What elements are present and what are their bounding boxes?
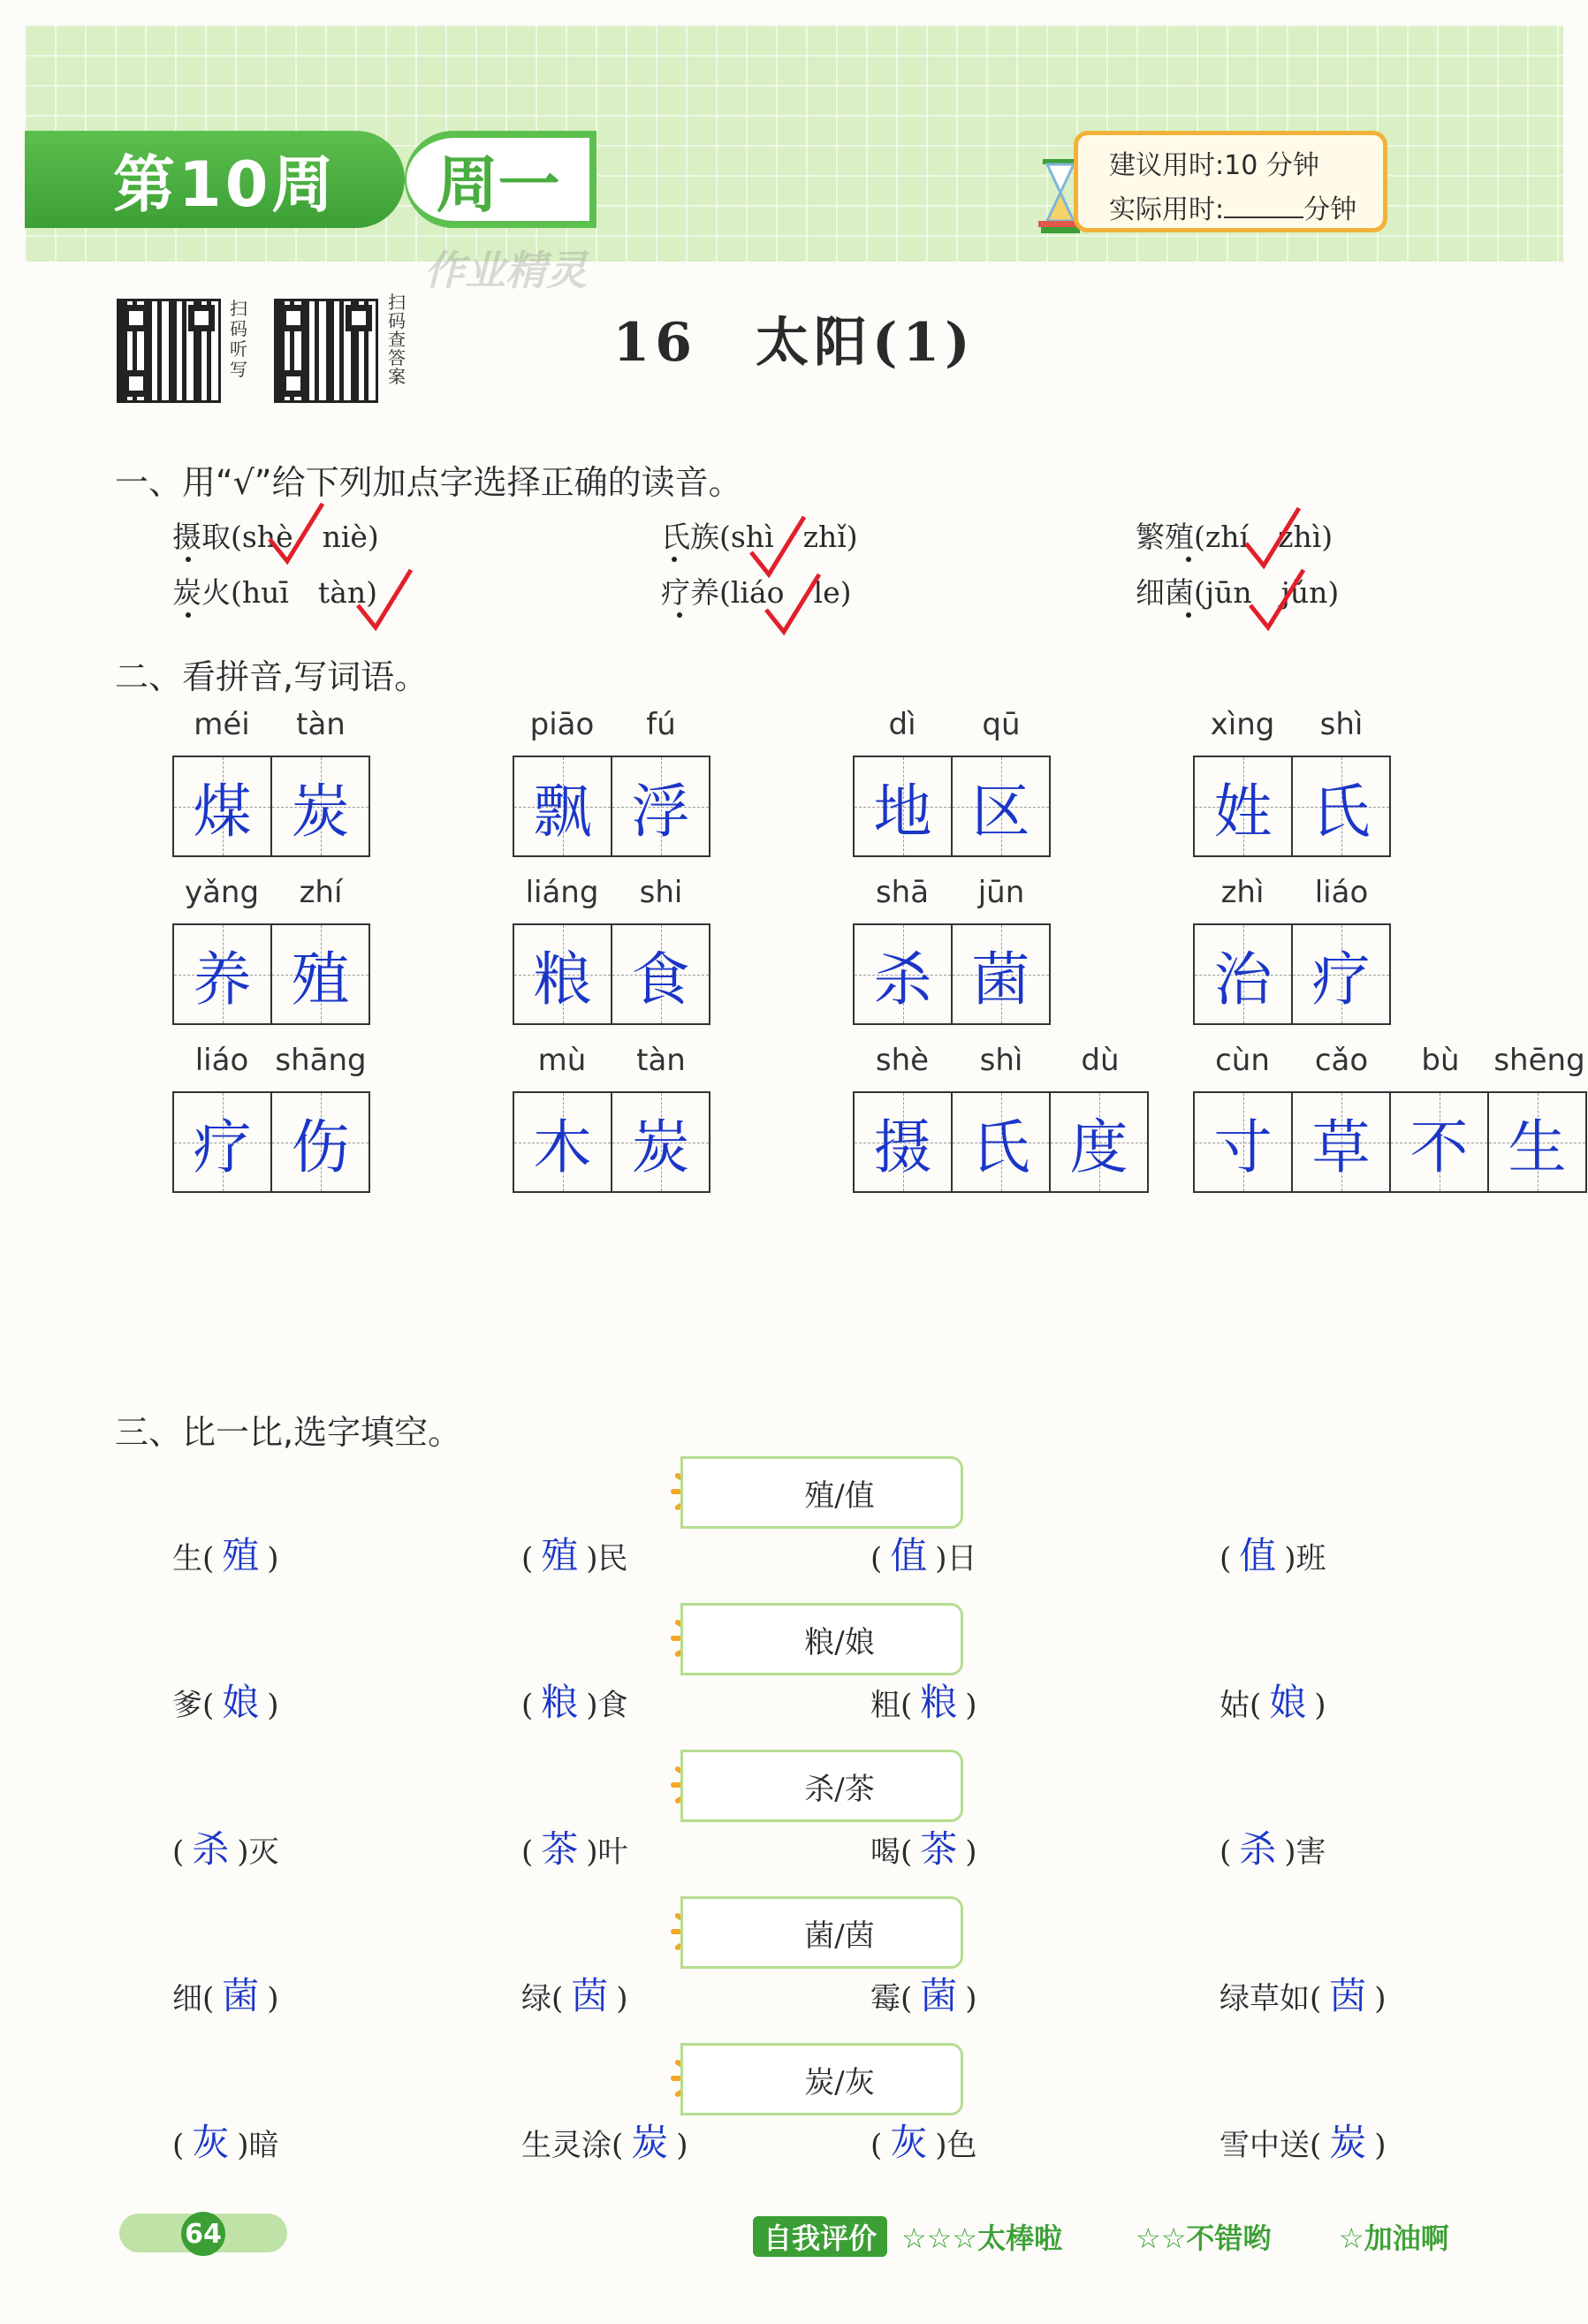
char-pair-label: 杀/茶 [680, 1750, 963, 1822]
check-mark-icon [265, 499, 327, 570]
rating-option[interactable]: ☆☆☆太棒啦 [901, 2221, 1063, 2255]
pinyin-syllable: dù [1081, 1043, 1120, 1078]
fill-suffix: )食 [586, 1688, 628, 1723]
fill-answer: 菌 [222, 1974, 260, 2017]
pinyin-syllable: zhì [1220, 875, 1265, 910]
pinyin-row [513, 707, 710, 742]
fill-blank-item[interactable] [1219, 1527, 1326, 1580]
pinyin-syllable: shāng [275, 1043, 367, 1078]
fill-suffix: ) [965, 1981, 977, 2016]
fill-suffix: )害 [1284, 1834, 1326, 1870]
fill-prefix: 细( [172, 1981, 215, 2016]
week-label: 第10周 [25, 131, 405, 228]
fill-answer: 杀 [192, 1827, 230, 1871]
fill-blank-item[interactable] [172, 1820, 279, 1873]
pinyin-syllable: piāo [529, 707, 595, 742]
fill-prefix: 霉( [870, 1981, 913, 2016]
writing-cell[interactable] [1051, 1093, 1149, 1191]
writing-cell[interactable] [1293, 757, 1391, 855]
fill-prefix: 雪中送( [1219, 2128, 1322, 2163]
star-icon: ☆☆☆ [901, 2221, 978, 2255]
answer-char: 寸 [1213, 1113, 1273, 1181]
writing-cell[interactable] [272, 757, 370, 855]
answer-char: 伤 [291, 1113, 350, 1181]
fill-answer: 茵 [571, 1974, 609, 2017]
char-pair-label: 粮/娘 [680, 1603, 963, 1675]
fill-blank-item[interactable] [172, 1967, 279, 2020]
fill-suffix: ) [267, 1981, 279, 2016]
pinyin-syllable: méi [194, 707, 250, 742]
answer-char: 疗 [193, 1113, 252, 1181]
answer-char: 地 [873, 778, 932, 846]
fill-prefix: 姑( [1219, 1688, 1262, 1723]
pinyin-syllable: fú [646, 707, 676, 742]
answer-char: 生 [1508, 1113, 1567, 1181]
fill-prefix: 粗( [870, 1688, 913, 1723]
pinyin-syllable: tàn [636, 1043, 686, 1078]
pinyin-syllable: shā [875, 875, 930, 910]
writing-cell[interactable] [855, 757, 953, 855]
actual-time-blank[interactable] [1224, 192, 1303, 218]
fill-suffix: ) [1374, 1981, 1387, 2016]
answer-char: 氏 [971, 1113, 1030, 1181]
writing-cell[interactable] [174, 757, 272, 855]
pinyin-syllable: shì [1319, 707, 1364, 742]
writing-cell[interactable] [514, 925, 612, 1023]
pinyin-row [172, 875, 370, 910]
star-icon: ☆ [1339, 2221, 1364, 2255]
pinyin-row [513, 1043, 710, 1078]
emphasis-dot [1186, 612, 1191, 618]
pinyin-syllable: zhí [299, 875, 343, 910]
writing-cell[interactable] [514, 757, 612, 855]
fill-prefix: ( [172, 1834, 185, 1870]
answer-char: 区 [971, 778, 1030, 846]
pinyin-syllable: liáo [194, 1043, 249, 1078]
fill-prefix: ( [521, 1688, 534, 1723]
answer-char: 煤 [193, 778, 252, 846]
writing-cell[interactable] [612, 1093, 710, 1191]
fill-blank-item[interactable] [521, 1674, 628, 1727]
pinyin-syllable: cǎo [1314, 1043, 1369, 1078]
writing-grid [853, 756, 1051, 857]
star-icon: ☆☆ [1136, 2221, 1187, 2255]
fill-prefix: ( [521, 1834, 534, 1870]
fill-suffix: )叶 [586, 1834, 628, 1870]
pinyin-syllable: dì [888, 707, 916, 742]
check-mark-icon [762, 570, 824, 641]
answer-char: 摄 [873, 1113, 932, 1181]
pinyin-syllable: bù [1421, 1043, 1460, 1078]
check-mark-icon [1246, 566, 1308, 636]
pinyin-row [853, 1043, 1150, 1078]
writing-grid [853, 1091, 1149, 1193]
fill-suffix: )暗 [237, 2128, 279, 2163]
day-label: 周一 [406, 131, 596, 228]
emphasis-dot [672, 557, 677, 562]
fill-prefix: 生灵涂( [521, 2128, 624, 2163]
answer-char: 殖 [291, 946, 350, 1014]
writing-grid [513, 1091, 710, 1193]
section3-heading: 三、比一比,选字填空。 [115, 1413, 462, 1452]
fill-suffix: ) [676, 2128, 688, 2163]
writing-grid [1193, 923, 1391, 1025]
answer-char: 姓 [1213, 778, 1273, 846]
fill-blank-item[interactable] [870, 1967, 977, 2020]
check-mark-icon [353, 566, 415, 636]
pinyin-syllable: shēng [1493, 1043, 1585, 1078]
rating-option[interactable]: ☆☆不错哟 [1136, 2221, 1272, 2255]
emphasis-dot [677, 612, 682, 618]
answer-char: 粮 [533, 946, 592, 1014]
writing-grid [513, 923, 710, 1025]
fill-blank-item[interactable] [1219, 2114, 1387, 2167]
emphasis-dot [1186, 557, 1191, 562]
pron-item: 氏族(shì zhǐ) [661, 520, 858, 554]
qr-label-answers: 扫码查答案 [388, 292, 406, 387]
lesson-title: 16 太阳(1) [612, 312, 976, 374]
fill-suffix: ) [616, 1981, 628, 2016]
writing-grid [1193, 1091, 1587, 1193]
fill-suffix: )民 [586, 1541, 628, 1576]
fill-blank-item[interactable] [521, 1527, 628, 1580]
fill-blank-item[interactable] [521, 1820, 628, 1873]
pinyin-row [1193, 707, 1391, 742]
char-pair-label: 炭/灰 [680, 2043, 963, 2115]
writing-cell[interactable] [953, 925, 1051, 1023]
check-mark-icon [1242, 504, 1303, 574]
pron-item: 炭火(huī tàn) [172, 575, 377, 610]
pinyin-syllable: qū [982, 707, 1021, 742]
fill-answer: 粮 [541, 1681, 579, 1724]
answer-char: 度 [1069, 1113, 1128, 1181]
writing-cell[interactable] [174, 1093, 272, 1191]
emphasis-dot [186, 557, 191, 562]
fill-blank-item[interactable] [172, 1674, 279, 1727]
fill-prefix: ( [870, 1541, 883, 1576]
answer-char: 食 [631, 946, 690, 1014]
answer-char: 杀 [873, 946, 932, 1014]
qr-label-dictation: 扫码听写 [230, 298, 247, 380]
fill-answer: 值 [890, 1534, 928, 1577]
answer-char: 飘 [533, 778, 592, 846]
writing-cell[interactable] [174, 925, 272, 1023]
answer-char: 治 [1213, 946, 1273, 1014]
pinyin-row [513, 875, 710, 910]
fill-blank-item[interactable] [521, 2114, 688, 2167]
fill-prefix: 绿( [521, 1981, 564, 2016]
fill-prefix: 生( [172, 1541, 215, 1576]
fill-answer: 灰 [890, 2121, 928, 2164]
writing-cell[interactable] [1195, 757, 1293, 855]
char-pair-label: 菌/茵 [680, 1896, 963, 1969]
fill-answer: 茵 [1329, 1974, 1367, 2017]
fill-prefix: 爹( [172, 1688, 215, 1723]
fill-prefix: ( [1219, 1541, 1232, 1576]
writing-grid [172, 756, 370, 857]
writing-cell[interactable] [272, 925, 370, 1023]
section2-heading: 二、看拼音,写词语。 [115, 657, 429, 696]
answer-char: 菌 [971, 946, 1030, 1014]
fill-suffix: ) [1314, 1688, 1326, 1723]
pinyin-syllable: tàn [296, 707, 346, 742]
answer-char: 氏 [1311, 778, 1371, 846]
pron-item: 疗养(liáo le) [661, 575, 852, 610]
fill-suffix: )色 [935, 2128, 977, 2163]
fill-suffix: )灭 [237, 1834, 279, 1870]
writing-cell[interactable] [1195, 925, 1293, 1023]
writing-cell[interactable] [514, 1093, 612, 1191]
pinyin-row [1193, 875, 1391, 910]
writing-grid [172, 1091, 370, 1193]
char-pair-label: 殖/值 [680, 1456, 963, 1529]
pron-item: 细菌(jūn jǔn) [1136, 575, 1340, 610]
pinyin-syllable: shi [639, 875, 683, 910]
fill-answer: 炭 [1329, 2121, 1367, 2164]
fill-blank-item[interactable] [1219, 1967, 1387, 2020]
pinyin-syllable: xìng [1210, 707, 1275, 742]
pinyin-row [172, 1043, 370, 1078]
writing-grid [1193, 756, 1391, 857]
pinyin-syllable: yǎng [184, 875, 260, 910]
fill-answer: 杀 [1239, 1827, 1277, 1871]
answer-char: 不 [1409, 1113, 1469, 1181]
fill-blank-item[interactable] [870, 1527, 977, 1580]
writing-cell[interactable] [272, 1093, 370, 1191]
pinyin-syllable: mù [537, 1043, 587, 1078]
fill-answer: 娘 [222, 1681, 260, 1724]
writing-grid [172, 923, 370, 1025]
fill-answer: 值 [1239, 1534, 1277, 1577]
actual-time: 实际用时: 分钟 [1109, 188, 1383, 232]
fill-answer: 娘 [1269, 1681, 1307, 1724]
writing-cell[interactable] [1293, 925, 1391, 1023]
fill-blank-item[interactable] [870, 1674, 977, 1727]
pron-item: 繁殖(zhí zhì) [1136, 520, 1333, 554]
fill-answer: 灰 [192, 2121, 230, 2164]
fill-prefix: ( [870, 2128, 883, 2163]
fill-suffix: ) [965, 1688, 977, 1723]
writing-grid [853, 923, 1051, 1025]
fill-suffix: )班 [1284, 1541, 1326, 1576]
fill-blank-item[interactable] [172, 1527, 279, 1580]
pinyin-row [853, 707, 1051, 742]
suggested-time: 建议用时:10 分钟 [1109, 150, 1319, 181]
fill-prefix: ( [172, 2128, 185, 2163]
pinyin-syllable: shì [979, 1043, 1023, 1078]
fill-blank-item[interactable] [1219, 1820, 1326, 1873]
time-box [1074, 131, 1387, 232]
fill-prefix: ( [1219, 1834, 1232, 1870]
writing-cell[interactable] [855, 1093, 953, 1191]
fill-suffix: ) [267, 1688, 279, 1723]
answer-char: 浮 [631, 778, 690, 846]
writing-cell[interactable] [953, 757, 1051, 855]
fill-answer: 菌 [920, 1974, 958, 2017]
pinyin-row [853, 875, 1051, 910]
section1-heading: 一、用“√”给下列加点字选择正确的读音。 [115, 463, 742, 502]
pinyin-syllable: cùn [1215, 1043, 1270, 1078]
pinyin-syllable: shè [875, 1043, 930, 1078]
rating-option[interactable]: ☆加油啊 [1339, 2221, 1449, 2255]
writing-cell[interactable] [612, 757, 710, 855]
fill-answer: 粮 [920, 1681, 958, 1724]
fill-suffix: ) [965, 1834, 977, 1870]
fill-blank-item[interactable] [870, 2114, 977, 2167]
page-number: 64 [181, 2212, 225, 2256]
writing-cell[interactable] [612, 925, 710, 1023]
pinyin-syllable: liáng [525, 875, 599, 910]
fill-suffix: ) [267, 1541, 279, 1576]
fill-blank-item[interactable] [1219, 1674, 1326, 1727]
fill-blank-item[interactable] [870, 1820, 977, 1873]
pinyin-syllable: jūn [977, 875, 1025, 910]
fill-suffix: ) [1374, 2128, 1387, 2163]
answer-char: 疗 [1311, 946, 1371, 1014]
answer-char: 草 [1311, 1113, 1371, 1181]
answer-char: 木 [533, 1113, 592, 1181]
writing-cell[interactable] [1293, 1093, 1391, 1191]
writing-cell[interactable] [1489, 1093, 1587, 1191]
fill-prefix: ( [521, 1541, 534, 1576]
watermark: 作业精灵 [424, 247, 587, 294]
fill-answer: 茶 [920, 1827, 958, 1871]
writing-cell[interactable] [1195, 1093, 1293, 1191]
fill-blank-item[interactable] [172, 2114, 279, 2167]
pron-item: 摄取(shè niè) [172, 520, 379, 554]
fill-answer: 炭 [631, 2121, 669, 2164]
emphasis-dot [186, 612, 191, 618]
pinyin-syllable: liáo [1314, 875, 1369, 910]
writing-cell[interactable] [1391, 1093, 1489, 1191]
fill-answer: 茶 [541, 1827, 579, 1871]
fill-answer: 殖 [541, 1534, 579, 1577]
fill-prefix: 喝( [870, 1834, 913, 1870]
fill-suffix: )日 [935, 1541, 977, 1576]
writing-cell[interactable] [953, 1093, 1051, 1191]
answer-char: 炭 [631, 1113, 690, 1181]
fill-prefix: 绿草如( [1219, 1981, 1322, 2016]
writing-grid [513, 756, 710, 857]
fill-blank-item[interactable] [521, 1967, 628, 2020]
pinyin-row [1193, 1043, 1588, 1078]
answer-char: 炭 [291, 778, 350, 846]
self-eval-label: 自我评价 [753, 2216, 887, 2257]
fill-answer: 殖 [222, 1534, 260, 1577]
writing-cell[interactable] [855, 925, 953, 1023]
answer-char: 养 [193, 946, 252, 1014]
pinyin-row [172, 707, 370, 742]
